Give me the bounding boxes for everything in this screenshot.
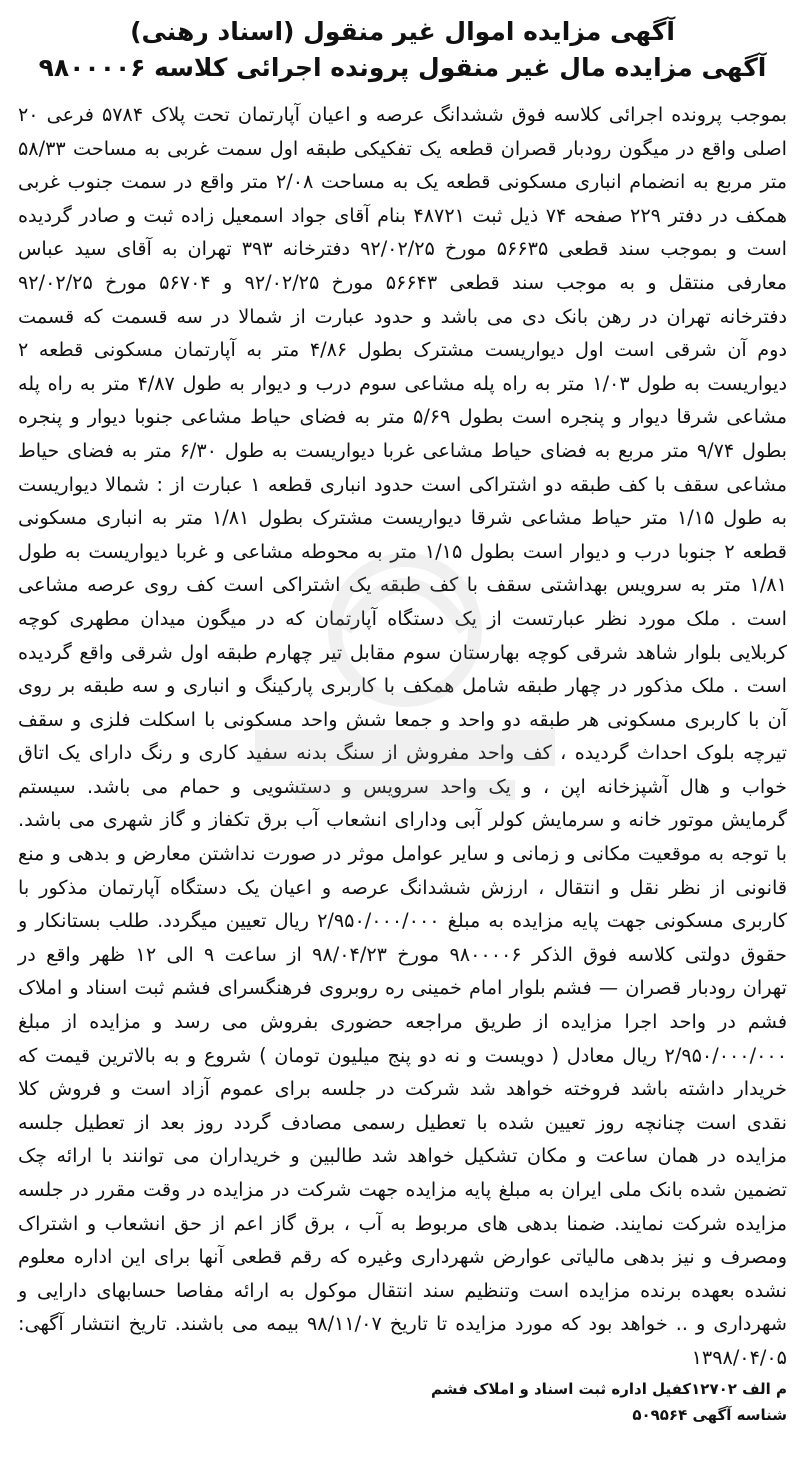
notice-subtitle: آگهی مزایده مال غیر منقول پرونده اجرائی کلاسه ۹۸۰۰۰۰۶ [38,53,767,82]
footer-notice-id: شناسه آگهی ۵۰۹۵۶۴ [632,1405,787,1424]
footer-reference: م الف ۱۲۷۰۲کفیل اداره ثبت اسناد و املاک فشم [430,1379,787,1398]
notice-body-text: بموجب پرونده اجرائی کلاسه فوق ششدانگ عرصه و اعیان آپارتمان تحت پلاک ۵۷۸۴ فرعی ۲۰ اصلی واقع در میگون رودبار قصران قطعه یک تفکیکی طبقه اول سمت غربی به مساحت ۵۸/۳۳ متر مربع به انضمام انباری مسکونی قطعه یک به مساحت ۲/۰۸ متر واقع در سمت جنوب غربی همکف در دفتر ۲۲۹ صفحه ۷۴ ذیل ثبت ۴۸۷۲۱ بنام آقای جواد اسمعیل زاده ثبت و صادر گردیده است و بموجب سند قطعی ۵۶۶۳۵ مورخ ۹۲/۰۲/۲۵ دفترخانه ۳۹۳ تهران به آقای سید عباس معارفی منتقل و به موجب سند قطعی ۵۶۶۴۳ مورخ ۹۲/۰۲/۲۵ و ۵۶۷۰۴ مورخ ۹۲/۰۲/۲۵ دفترخانه تهران در رهن بانک دی می باشد و حدود عبارت از شمالا در سه قسمت که قسمت دوم آن شرقی است اول دیواریست مشترک بطول ۴/۸۶ متر به آپارتمان مسکونی قطعه ۲ دیواریست به طول ۱/۰۳ متر به راه پله مشاعی سوم درب و دیوار به طول ۴/۸۷ متر به راه پله مشاعی شرقا دیوار و پنجره است بطول ۵/۶۹ متر به فضای حیاط مشاعی جنوبا دیوار و پنجره بطول ۹/۷۴ متر مربع به فضای حیاط مشاعی غربا دیواریست به طول ۶/۳۰ متر به فضای حیاط مشاعی سقف با کف طبقه دو اشتراکی است حدود انباری قطعه ۱ عبارت از : شمالا دیواریست به طول ۱/۱۵ متر حیاط مشاعی شرقا دیواریست مشترک بطول ۱/۸۱ متر به انباری مسکونی قطعه ۲ جنوبا درب و دیوار است بطول ۱/۱۵ متر به محوطه مشاعی و غربا دیواریست به طول ۱/۸۱ متر به سرویس بهداشتی سقف با کف طبقه یک اشتراکی است کف روی عرصه مشاعی است . ملک مورد نظر عبارتست از یک دستگاه آپارتمان که در میگون میدان مطهری کوچه کربلایی بلوار شاهد شرقی کوچه بهارستان سوم مقابل تیر چهارم طبقه اول شرقی واقع گردیده است . ملک مذکور در چهار طبقه شامل همکف با کاربری پارکینگ و انباری و سه طبقه بر روی آن با کاربری مسکونی هر طبقه دو واحد و جمعا شش واحد مسکونی با اسکلت فلزی و سقف تیرچه بلوک احداث گردیده ، کف واحد مفروش از سنگ بدنه سفید کاری و رنگ دارای یک اتاق خواب و هال آشپزخانه اپن ، و یک واحد سرویس و دستشویی و حمام می باشد. سیستم گرمایش موتور خانه و سرمایش کولر آبی ودارای انشعاب آب برق تکفاز و گاز شهری می باشد. با توجه به موقعیت مکانی و زمانی و سایر عوامل موثر در صورت نداشتن معارض و بدهی و منع قانونی از نظر نقل و انتقال ، ارزش ششدانگ عرصه و اعیان یک دستگاه آپارتمان مذکور با کاربری مسکونی جهت پایه مزایده به مبلغ ۲/۹۵۰/۰۰۰/۰۰۰ ریال تعیین میگردد. طلب بستانکار و حقوق دولتی کلاسه فوق الذکر ۹۸۰۰۰۰۶ مورخ ۹۸/۰۴/۲۳ از ساعت ۹ الی ۱۲ ظهر واقع در تهران رودبار قصران — فشم بلوار امام خمینی ره روبروی فرهنگسرای فشم ثبت اسناد و املاک فشم در واحد اجرا مزایده از طریق مراجعه حضوری بفروش می رسد و مزایده از مبلغ ۲/۹۵۰/۰۰۰/۰۰۰ ریال معادل ( دویست و نه دو پنج میلیون تومان ) شروع و به بالاترین قیمت که خریدار داشته باشد فروخته خواهد شد شرکت در جلسه برای عموم آزاد است و فروش کلا نقدی است چنانچه روز تعیین شده با تعطیل رسمی مصادف گردد روز بعد از تعطیل جلسه مزایده در همان ساعت و مکان تشکیل خواهد شد طالبین و خریداران می توانند با ارائه چک تضمین شده بانک ملی ایران به مبلغ پایه مزایده جهت شرکت در مزایده در وقت مقرر در جلسه مزایده شرکت نمایند. ضمنا بدهی های مربوط به آب ، برق گاز اعم از حق انشعاب و اشتراک ومصرف و نیز بدهی مالیاتی عوارض شهرداری وغیره که رقم قطعی آنها برای این اداره معلوم نشده بعهده برنده مزایده است وتنظیم سند انتقال موکول به ارائه مفاصا حسابهای دارایی و شهرداری و .. خواهد بود که مورد مزایده تا تاریخ ۹۸/۱۱/۰۷ بیمه می باشند. تاریخ انتشار آگهی: ۱۳۹۸/۰۴/۰۵ [18,103,788,1369]
notice-title: آگهی مزایده اموال غیر منقول (اسناد رهنی) [130,17,675,46]
